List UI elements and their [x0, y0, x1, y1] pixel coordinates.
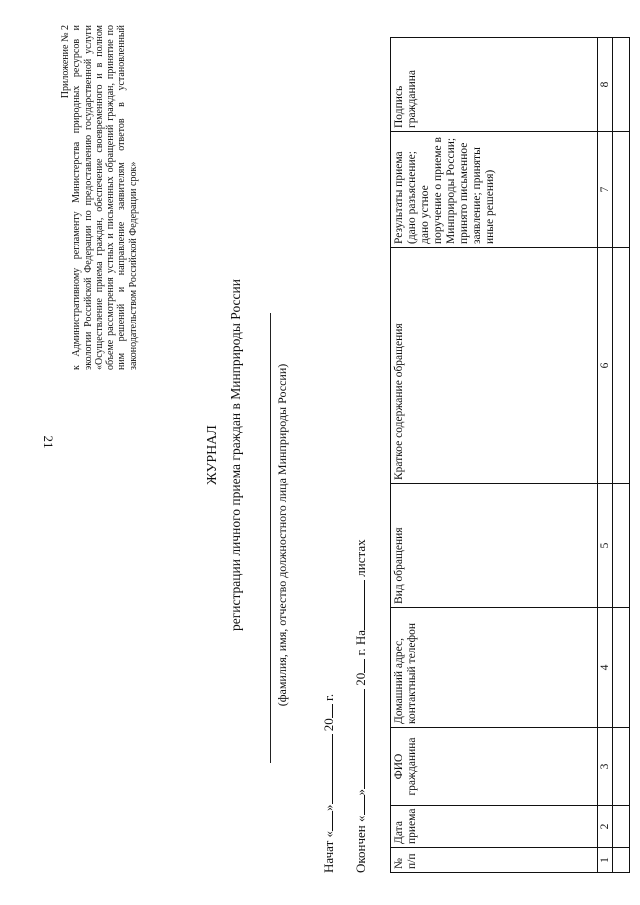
header-cell: Вид обращения: [391, 484, 598, 608]
header-cell: Результаты приема (дано разъяснение; дано устное поручение о приеме в Минприроды России; принято письменное заявление; приняты иные решения): [391, 132, 598, 248]
column-number: 3: [598, 728, 613, 806]
ended-line: Окончен «» 20 г. На листах: [353, 539, 368, 873]
header-cell: ФИО гражданина: [391, 728, 598, 806]
empty-cell: [613, 806, 630, 848]
appendix-heading: Приложение № 2: [60, 25, 71, 99]
column-number: 4: [598, 608, 613, 728]
header-cell: Краткое содержание обращения: [391, 248, 598, 484]
header-cell: Дата приема: [391, 806, 598, 848]
empty-cell: [613, 608, 630, 728]
column-number: 6: [598, 248, 613, 484]
header-cell: Подпись гражданина: [391, 38, 598, 132]
official-caption: (фамилия, имя, отчество должностного лица Минприроды России): [275, 363, 289, 707]
header-cell: Домашний адрес, контактный телефон: [391, 608, 598, 728]
journal-subtitle: регистрации личного приема граждан в Минприроды России: [228, 279, 243, 631]
empty-cell: [613, 728, 630, 806]
header-cell: № п/п: [391, 848, 598, 873]
table-row-column-numbers: [598, 38, 613, 873]
empty-cell: [613, 132, 630, 248]
appendix-text: к Административному регламенту Министерства природных ресурсов и экологии Российской Федерации по предоставлению государственной услуги «Осуществление приема граждан, обеспечение своевременного и в полном объеме рассмотрения устных и письменных обращений граждан, принятие по ним решений и направление заявителям ответов в установленный законодательством Российской Федерации срок»: [71, 25, 139, 370]
column-number: 5: [598, 484, 613, 608]
journal-title: ЖУРНАЛ: [205, 425, 220, 485]
started-line: Начат «» 20 г.: [321, 693, 336, 873]
reception-register-table: [390, 37, 630, 873]
column-number: 7: [598, 132, 613, 248]
empty-cell: [613, 848, 630, 873]
empty-cell: [613, 38, 630, 132]
column-number: 8: [598, 38, 613, 132]
table-row-empty: [613, 38, 630, 873]
empty-cell: [613, 248, 630, 484]
official-name-line: [270, 313, 271, 763]
table-header-row: [391, 38, 598, 873]
page-number: 21: [41, 435, 56, 449]
appendix-note: [60, 25, 139, 370]
column-number: 2: [598, 806, 613, 848]
empty-cell: [613, 484, 630, 608]
column-number: 1: [598, 848, 613, 873]
